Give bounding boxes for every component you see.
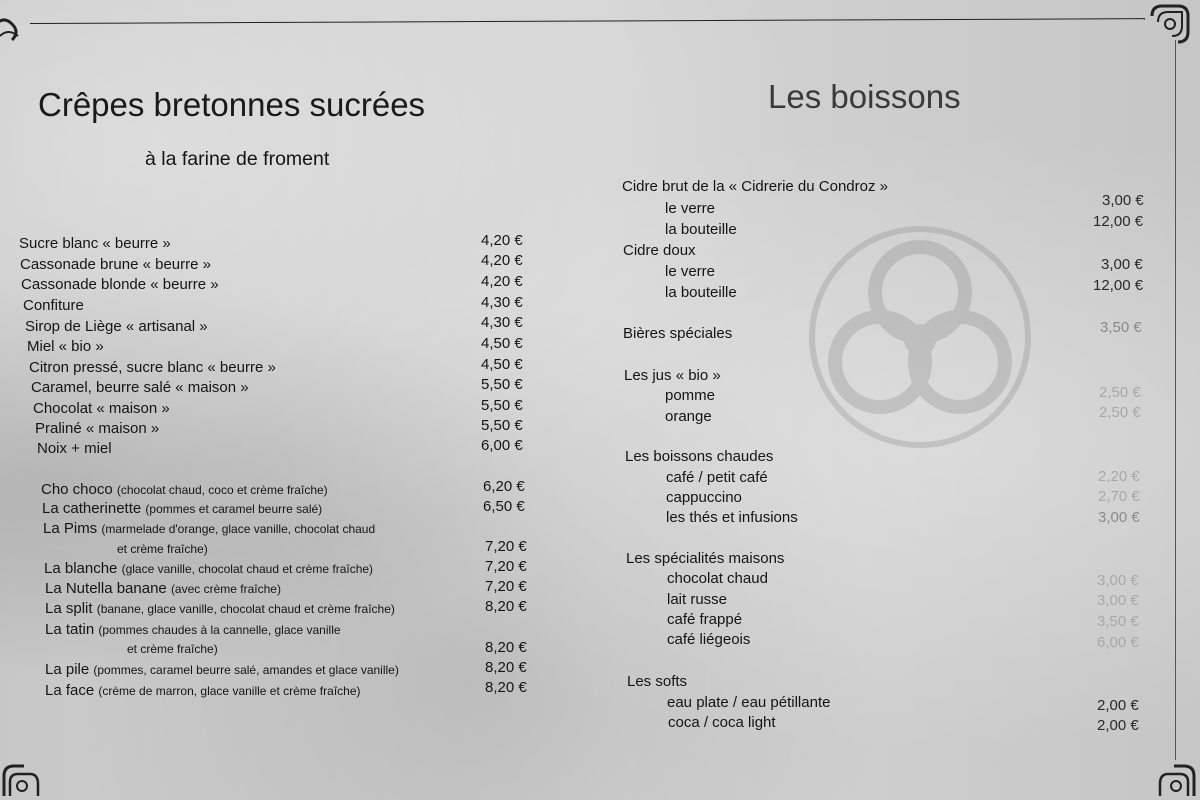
drink-price: 3,50 € — [1097, 613, 1139, 630]
special-name: Cho choco — [41, 481, 113, 498]
celtic-knot-corner-icon — [0, 14, 28, 48]
special-note: (crème de marron, glace vanille et crème fraîche) — [98, 684, 361, 698]
special-item — [45, 621, 341, 638]
drink-price: 2,00 € — [1097, 717, 1139, 734]
drink-price: 2,70 € — [1098, 488, 1140, 505]
crepes-subtitle: à la farine de froment — [145, 148, 330, 170]
special-note: (banane, glace vanille, chocolat chaud et crème fraîche) — [96, 602, 395, 616]
menu-item-price: 4,20 € — [481, 232, 523, 249]
drink-price: 3,00 € — [1097, 592, 1139, 609]
menu-item-price: 4,20 € — [481, 273, 523, 290]
drink-price: 2,00 € — [1097, 697, 1139, 714]
drink-item: eau plate / eau pétillante — [667, 694, 831, 711]
menu-item-price: 4,50 € — [481, 356, 523, 373]
menu-item-name: Praliné « maison » — [35, 420, 160, 437]
special-price: 8,20 € — [485, 598, 527, 615]
special-name: La Pims — [43, 520, 98, 537]
drink-price: 12,00 € — [1093, 213, 1144, 230]
special-item — [43, 520, 375, 537]
drink-section-label: Les softs — [627, 673, 688, 690]
drink-item: le verre — [665, 263, 716, 280]
special-note: (marmelade d'orange, glace vanille, chocolat chaud — [101, 522, 376, 536]
menu-item-price: 5,50 € — [481, 397, 523, 414]
special-note: (pommes chaudes à la cannelle, glace vanille — [98, 623, 341, 637]
menu-item-price: 4,30 € — [481, 314, 523, 331]
drink-item: orange — [665, 408, 712, 425]
special-name: La pile — [45, 661, 90, 678]
celtic-knot-corner-icon — [1148, 2, 1192, 46]
drink-item: chocolat chaud — [667, 570, 768, 587]
drink-item: coca / coca light — [668, 714, 776, 731]
menu-item-price: 5,50 € — [481, 417, 523, 434]
menu-item-price: 4,20 € — [481, 252, 523, 269]
menu-item-price: 4,30 € — [481, 294, 523, 311]
special-item — [41, 481, 328, 498]
crepes-title: Crêpes bretonnes sucrées — [38, 86, 426, 123]
special-price: 7,20 € — [485, 538, 527, 555]
drink-price: 3,00 € — [1098, 509, 1140, 526]
menu-item-price: 4,50 € — [481, 335, 523, 352]
menu-item-price: 6,00 € — [481, 437, 523, 454]
special-price: 8,20 € — [485, 639, 527, 656]
special-price: 8,20 € — [485, 679, 527, 696]
special-name: La split — [45, 600, 93, 617]
special-item — [45, 600, 395, 617]
special-item — [45, 682, 361, 699]
special-item — [45, 661, 399, 678]
drink-item: café liégeois — [667, 631, 751, 648]
special-name: La face — [45, 682, 95, 699]
special-note: (pommes, caramel beurre salé, amandes et glace vanille) — [93, 663, 399, 677]
drink-section-label: Bières spéciales — [623, 325, 733, 342]
drink-price: 3,00 € — [1102, 192, 1144, 209]
special-note: (chocolat chaud, coco et crème fraîche) — [116, 483, 328, 497]
drink-item: les thés et infusions — [666, 509, 798, 526]
special-item — [42, 500, 322, 517]
special-note: (pommes et caramel beurre salé) — [145, 502, 323, 516]
menu-item-name: Chocolat « maison » — [33, 400, 170, 417]
celtic-knot-corner-icon — [1154, 756, 1198, 800]
special-price: 6,20 € — [483, 478, 525, 495]
menu-item-name: Noix + miel — [37, 440, 112, 457]
drink-item: la bouteille — [665, 221, 737, 238]
menu-item-name: Miel « bio » — [27, 338, 104, 355]
menu-item-name: Cassonade blonde « beurre » — [21, 276, 219, 293]
special-name: La catherinette — [42, 500, 142, 517]
special-price: 7,20 € — [485, 578, 527, 595]
drink-section-label: Les boissons chaudes — [625, 448, 774, 465]
special-price: 6,50 € — [483, 498, 525, 515]
special-note: (avec crème fraîche) — [170, 582, 281, 596]
special-item — [44, 560, 373, 577]
special-name: La Nutella banane — [45, 580, 167, 597]
special-price: 7,20 € — [485, 558, 527, 575]
special-name: La tatin — [45, 621, 95, 638]
menu-item-name: Sirop de Liège « artisanal » — [25, 318, 208, 335]
special-price: 8,20 € — [485, 659, 527, 676]
boissons-title: Les boissons — [768, 78, 961, 115]
special-note-continued: et crème fraîche) — [117, 542, 208, 556]
menu-item-price: 5,50 € — [481, 376, 523, 393]
drink-price: 2,20 € — [1098, 468, 1140, 485]
special-item — [45, 580, 281, 597]
drink-item: pomme — [665, 387, 716, 404]
special-name: La blanche — [44, 560, 118, 577]
menu-item-name: Caramel, beurre salé « maison » — [31, 379, 249, 396]
drink-section-label: Les spécialités maisons — [626, 550, 785, 567]
drink-section-label: Cidre doux — [623, 242, 696, 259]
menu-item-name: Confiture — [23, 297, 84, 314]
drink-price: 3,50 € — [1100, 319, 1142, 336]
drink-item: cappuccino — [666, 489, 742, 506]
drink-item: café / petit café — [666, 469, 768, 486]
menu-item-name: Citron pressé, sucre blanc « beurre » — [29, 359, 276, 376]
drink-price: 12,00 € — [1093, 277, 1144, 294]
drink-price: 6,00 € — [1097, 634, 1139, 651]
menu-item-name: Cassonade brune « beurre » — [20, 256, 211, 273]
drink-item: café frappé — [667, 611, 743, 628]
drink-price: 2,50 € — [1099, 404, 1141, 421]
frame-top-line — [30, 18, 1145, 24]
drink-item: lait russe — [667, 591, 728, 608]
special-note-continued: et crème fraîche) — [127, 642, 218, 656]
drink-price: 3,00 € — [1097, 572, 1139, 589]
frame-right-line — [1175, 40, 1176, 760]
drink-section-label: Les jus « bio » — [624, 367, 721, 384]
drink-price: 2,50 € — [1099, 384, 1141, 401]
drink-item: la bouteille — [665, 284, 737, 301]
faded-logo-watermark-icon — [805, 222, 1035, 452]
drink-price: 3,00 € — [1101, 256, 1143, 273]
drink-item: le verre — [665, 200, 716, 217]
celtic-knot-corner-icon — [0, 756, 44, 800]
drink-section-label: Cidre brut de la « Cidrerie du Condroz » — [622, 178, 888, 195]
special-note: (glace vanille, chocolat chaud et crème fraîche) — [121, 562, 374, 576]
menu-item-name: Sucre blanc « beurre » — [19, 235, 171, 252]
